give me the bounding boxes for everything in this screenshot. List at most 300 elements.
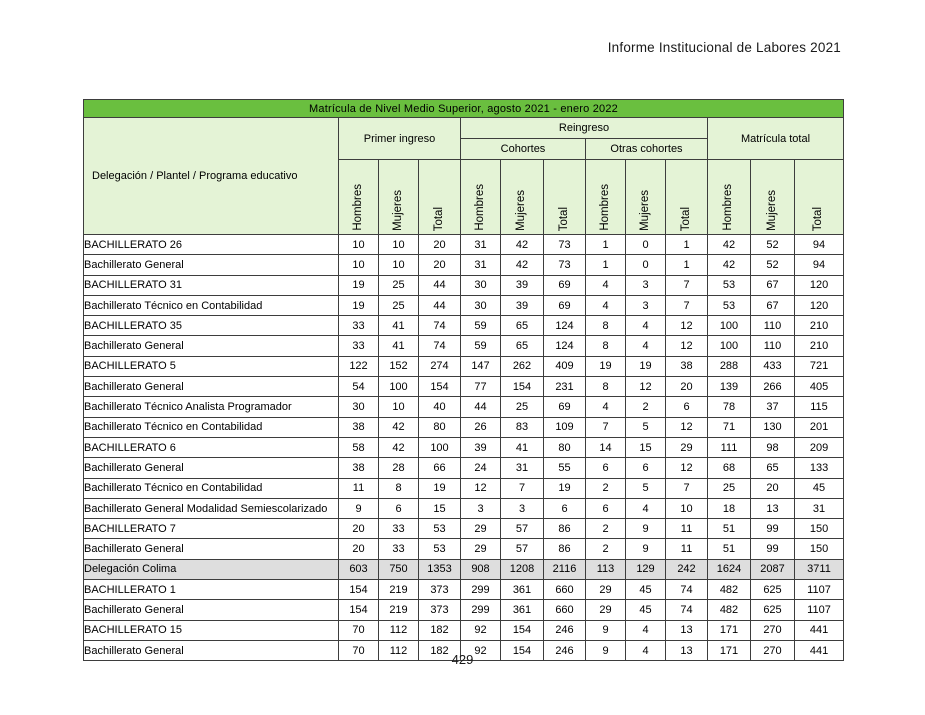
cell-value: 299 <box>461 580 501 600</box>
cell-value: 65 <box>751 458 795 478</box>
cell-value: 13 <box>666 620 708 640</box>
cell-value: 12 <box>666 316 708 336</box>
cell-value: 9 <box>586 640 626 660</box>
cell-value: 4 <box>626 620 666 640</box>
cell-value: 69 <box>544 275 586 295</box>
cell-value: 38 <box>666 356 708 376</box>
table-row <box>84 275 844 295</box>
cell-value: 10 <box>379 255 419 275</box>
cell-value: 86 <box>544 519 586 539</box>
cell-value: 29 <box>586 600 626 620</box>
cell-value: 262 <box>501 356 544 376</box>
cell-value: 31 <box>461 235 501 255</box>
cell-value: 25 <box>379 275 419 295</box>
row-label: BACHILLERATO 26 <box>84 235 339 255</box>
page-number: 429 <box>451 652 474 667</box>
cell-value: 154 <box>339 580 379 600</box>
row-label: Bachillerato General <box>84 458 339 478</box>
col-header-pi-hombres: Hombres <box>339 160 379 235</box>
cell-value: 7 <box>666 275 708 295</box>
cell-value: 19 <box>339 275 379 295</box>
matricula-table <box>83 99 844 661</box>
cell-value: 7 <box>666 478 708 498</box>
cell-value: 54 <box>339 377 379 397</box>
cell-value: 86 <box>544 539 586 559</box>
cell-value: 41 <box>501 437 544 457</box>
cell-value: 8 <box>379 478 419 498</box>
cell-value: 266 <box>751 377 795 397</box>
cell-value: 130 <box>751 417 795 437</box>
cell-value: 52 <box>751 235 795 255</box>
cell-value: 31 <box>461 255 501 275</box>
cell-value: 9 <box>626 539 666 559</box>
table-row <box>84 316 844 336</box>
cell-value: 8 <box>586 316 626 336</box>
cell-value: 14 <box>586 437 626 457</box>
cell-value: 37 <box>751 397 795 417</box>
col-header-coh-mujeres: Mujeres <box>501 160 544 235</box>
row-label: Bachillerato General <box>84 539 339 559</box>
cell-value: 19 <box>626 356 666 376</box>
cell-value: 59 <box>461 316 501 336</box>
row-label: Bachillerato General Modalidad Semiescolarizado <box>84 498 339 518</box>
cell-value: 33 <box>379 519 419 539</box>
cell-value: 8 <box>586 336 626 356</box>
cell-value: 71 <box>708 417 751 437</box>
cell-value: 74 <box>666 580 708 600</box>
table-row <box>84 377 844 397</box>
cell-value: 110 <box>751 316 795 336</box>
cell-value: 13 <box>751 498 795 518</box>
cell-value: 74 <box>419 316 461 336</box>
cell-value: 40 <box>419 397 461 417</box>
cell-value: 154 <box>501 377 544 397</box>
cell-value: 38 <box>339 458 379 478</box>
row-label: BACHILLERATO 35 <box>84 316 339 336</box>
cell-value: 122 <box>339 356 379 376</box>
cell-value: 124 <box>544 336 586 356</box>
table-title-row <box>84 100 844 118</box>
cell-value: 2 <box>626 397 666 417</box>
row-label: BACHILLERATO 7 <box>84 519 339 539</box>
cell-value: 219 <box>379 600 419 620</box>
cell-value: 10 <box>339 235 379 255</box>
group-header-row <box>84 118 844 139</box>
cell-value: 45 <box>626 580 666 600</box>
cell-value: 28 <box>379 458 419 478</box>
cell-value: 30 <box>461 275 501 295</box>
cell-value: 67 <box>751 295 795 315</box>
subgroup-cohortes: Cohortes <box>461 139 586 160</box>
cell-value: 11 <box>339 478 379 498</box>
group-reingreso: Reingreso <box>461 118 708 139</box>
cell-value: 78 <box>708 397 751 417</box>
table-row <box>84 478 844 498</box>
cell-value: 80 <box>544 437 586 457</box>
cell-value: 42 <box>708 235 751 255</box>
cell-value: 70 <box>339 640 379 660</box>
cell-value: 33 <box>339 336 379 356</box>
cell-value: 3 <box>626 275 666 295</box>
cell-value: 53 <box>708 275 751 295</box>
row-label: Bachillerato General <box>84 377 339 397</box>
cell-value: 6 <box>626 458 666 478</box>
cell-value: 70 <box>339 620 379 640</box>
cell-value: 112 <box>379 640 419 660</box>
cell-value: 39 <box>501 275 544 295</box>
row-label: Bachillerato General <box>84 640 339 660</box>
cell-value: 299 <box>461 600 501 620</box>
cell-value: 58 <box>339 437 379 457</box>
row-header-label: Delegación / Plantel / Programa educativo <box>84 118 339 235</box>
table-row <box>84 235 844 255</box>
col-header-otr-hombres: Hombres <box>586 160 626 235</box>
cell-value: 109 <box>544 417 586 437</box>
table-row <box>84 559 844 579</box>
cell-value: 44 <box>419 295 461 315</box>
cell-value: 120 <box>795 295 844 315</box>
cell-value: 20 <box>339 519 379 539</box>
cell-value: 10 <box>379 235 419 255</box>
cell-value: 94 <box>795 235 844 255</box>
cell-value: 7 <box>586 417 626 437</box>
table-row <box>84 600 844 620</box>
cell-value: 100 <box>379 377 419 397</box>
cell-value: 147 <box>461 356 501 376</box>
cell-value: 1353 <box>419 559 461 579</box>
cell-value: 33 <box>379 539 419 559</box>
cell-value: 67 <box>751 275 795 295</box>
cell-value: 30 <box>461 295 501 315</box>
cell-value: 482 <box>708 580 751 600</box>
cell-value: 11 <box>666 519 708 539</box>
cell-value: 231 <box>544 377 586 397</box>
table-row <box>84 539 844 559</box>
cell-value: 1107 <box>795 580 844 600</box>
table-row <box>84 498 844 518</box>
cell-value: 3 <box>626 295 666 315</box>
cell-value: 5 <box>626 417 666 437</box>
cell-value: 12 <box>666 336 708 356</box>
cell-value: 42 <box>379 437 419 457</box>
cell-value: 133 <box>795 458 844 478</box>
cell-value: 100 <box>419 437 461 457</box>
cell-value: 20 <box>339 539 379 559</box>
cell-value: 2116 <box>544 559 586 579</box>
cell-value: 171 <box>708 620 751 640</box>
cell-value: 210 <box>795 336 844 356</box>
col-header-otr-mujeres: Mujeres <box>626 160 666 235</box>
group-primer-ingreso: Primer ingreso <box>339 118 461 160</box>
cell-value: 124 <box>544 316 586 336</box>
cell-value: 42 <box>501 255 544 275</box>
table-body <box>84 235 844 661</box>
cell-value: 7 <box>666 295 708 315</box>
cell-value: 99 <box>751 539 795 559</box>
cell-value: 65 <box>501 336 544 356</box>
cell-value: 129 <box>626 559 666 579</box>
cell-value: 6 <box>586 498 626 518</box>
cell-value: 99 <box>751 519 795 539</box>
cell-value: 288 <box>708 356 751 376</box>
matricula-table-container <box>83 99 843 661</box>
table-row <box>84 417 844 437</box>
cell-value: 8 <box>586 377 626 397</box>
cell-value: 45 <box>795 478 844 498</box>
cell-value: 25 <box>379 295 419 315</box>
table-row <box>84 458 844 478</box>
cell-value: 150 <box>795 539 844 559</box>
cell-value: 373 <box>419 580 461 600</box>
cell-value: 12 <box>461 478 501 498</box>
cell-value: 6 <box>379 498 419 518</box>
cell-value: 4 <box>626 640 666 660</box>
cell-value: 3 <box>501 498 544 518</box>
cell-value: 441 <box>795 640 844 660</box>
cell-value: 33 <box>339 316 379 336</box>
cell-value: 100 <box>708 336 751 356</box>
row-label: Bachillerato General <box>84 600 339 620</box>
table-row <box>84 580 844 600</box>
cell-value: 441 <box>795 620 844 640</box>
cell-value: 20 <box>751 478 795 498</box>
row-label: BACHILLERATO 6 <box>84 437 339 457</box>
cell-value: 908 <box>461 559 501 579</box>
cell-value: 38 <box>339 417 379 437</box>
cell-value: 3711 <box>795 559 844 579</box>
cell-value: 39 <box>501 295 544 315</box>
cell-value: 41 <box>379 336 419 356</box>
cell-value: 4 <box>586 295 626 315</box>
cell-value: 361 <box>501 580 544 600</box>
cell-value: 12 <box>666 417 708 437</box>
table-row <box>84 397 844 417</box>
cell-value: 482 <box>708 600 751 620</box>
cell-value: 100 <box>708 316 751 336</box>
cell-value: 44 <box>461 397 501 417</box>
col-header-coh-total: Total <box>544 160 586 235</box>
cell-value: 19 <box>586 356 626 376</box>
cell-value: 53 <box>708 295 751 315</box>
row-label: Bachillerato General <box>84 255 339 275</box>
cell-value: 73 <box>544 235 586 255</box>
cell-value: 4 <box>626 316 666 336</box>
cell-value: 113 <box>586 559 626 579</box>
cell-value: 1107 <box>795 600 844 620</box>
cell-value: 53 <box>419 519 461 539</box>
cell-value: 12 <box>626 377 666 397</box>
cell-value: 660 <box>544 600 586 620</box>
table-row <box>84 255 844 275</box>
cell-value: 373 <box>419 600 461 620</box>
cell-value: 13 <box>666 640 708 660</box>
cell-value: 31 <box>795 498 844 518</box>
cell-value: 42 <box>501 235 544 255</box>
cell-value: 139 <box>708 377 751 397</box>
cell-value: 625 <box>751 580 795 600</box>
cell-value: 750 <box>379 559 419 579</box>
cell-value: 29 <box>586 580 626 600</box>
cell-value: 112 <box>379 620 419 640</box>
cell-value: 1 <box>586 255 626 275</box>
row-label: Bachillerato Técnico en Contabilidad <box>84 478 339 498</box>
cell-value: 0 <box>626 255 666 275</box>
cell-value: 110 <box>751 336 795 356</box>
cell-value: 20 <box>419 235 461 255</box>
cell-value: 6 <box>666 397 708 417</box>
cell-value: 74 <box>419 336 461 356</box>
table-row <box>84 336 844 356</box>
cell-value: 154 <box>501 620 544 640</box>
table-row <box>84 620 844 640</box>
cell-value: 20 <box>666 377 708 397</box>
row-label: BACHILLERATO 5 <box>84 356 339 376</box>
cell-value: 57 <box>501 519 544 539</box>
cell-value: 94 <box>795 255 844 275</box>
cell-value: 171 <box>708 640 751 660</box>
cell-value: 51 <box>708 539 751 559</box>
cell-value: 45 <box>626 600 666 620</box>
row-label: Bachillerato Técnico en Contabilidad <box>84 417 339 437</box>
cell-value: 115 <box>795 397 844 417</box>
cell-value: 270 <box>751 620 795 640</box>
cell-value: 2 <box>586 519 626 539</box>
row-label: Bachillerato General <box>84 336 339 356</box>
cell-value: 4 <box>586 397 626 417</box>
cell-value: 361 <box>501 600 544 620</box>
cell-value: 625 <box>751 600 795 620</box>
col-header-pi-total: Total <box>419 160 461 235</box>
cell-value: 4 <box>626 336 666 356</box>
cell-value: 30 <box>339 397 379 417</box>
row-label: BACHILLERATO 31 <box>84 275 339 295</box>
cell-value: 246 <box>544 620 586 640</box>
cell-value: 68 <box>708 458 751 478</box>
cell-value: 9 <box>586 620 626 640</box>
col-header-otr-total: Total <box>666 160 708 235</box>
subgroup-otras-cohortes: Otras cohortes <box>586 139 708 160</box>
cell-value: 182 <box>419 620 461 640</box>
cell-value: 57 <box>501 539 544 559</box>
cell-value: 201 <box>795 417 844 437</box>
table-row <box>84 295 844 315</box>
col-header-mt-hombres: Hombres <box>708 160 751 235</box>
cell-value: 73 <box>544 255 586 275</box>
cell-value: 152 <box>379 356 419 376</box>
cell-value: 4 <box>626 498 666 518</box>
cell-value: 24 <box>461 458 501 478</box>
table-row <box>84 437 844 457</box>
row-label: Bachillerato Técnico en Contabilidad <box>84 295 339 315</box>
col-header-pi-mujeres: Mujeres <box>379 160 419 235</box>
cell-value: 51 <box>708 519 751 539</box>
cell-value: 6 <box>586 458 626 478</box>
row-label: BACHILLERATO 15 <box>84 620 339 640</box>
row-label: Bachillerato Técnico Analista Programador <box>84 397 339 417</box>
cell-value: 77 <box>461 377 501 397</box>
cell-value: 154 <box>501 640 544 660</box>
cell-value: 19 <box>419 478 461 498</box>
cell-value: 219 <box>379 580 419 600</box>
row-label: Delegación Colima <box>84 559 339 579</box>
cell-value: 92 <box>461 620 501 640</box>
cell-value: 409 <box>544 356 586 376</box>
table-head <box>84 100 844 235</box>
cell-value: 53 <box>419 539 461 559</box>
cell-value: 80 <box>419 417 461 437</box>
cell-value: 29 <box>461 519 501 539</box>
cell-value: 83 <box>501 417 544 437</box>
cell-value: 6 <box>544 498 586 518</box>
cell-value: 246 <box>544 640 586 660</box>
cell-value: 10 <box>379 397 419 417</box>
table-title: Matrícula de Nivel Medio Superior, agosto 2021 - enero 2022 <box>84 100 844 118</box>
cell-value: 405 <box>795 377 844 397</box>
cell-value: 26 <box>461 417 501 437</box>
cell-value: 69 <box>544 397 586 417</box>
cell-value: 120 <box>795 275 844 295</box>
cell-value: 15 <box>626 437 666 457</box>
cell-value: 4 <box>586 275 626 295</box>
cell-value: 2 <box>586 478 626 498</box>
cell-value: 150 <box>795 519 844 539</box>
cell-value: 9 <box>339 498 379 518</box>
cell-value: 74 <box>666 600 708 620</box>
cell-value: 59 <box>461 336 501 356</box>
cell-value: 41 <box>379 316 419 336</box>
cell-value: 182 <box>419 640 461 660</box>
cell-value: 25 <box>708 478 751 498</box>
cell-value: 0 <box>626 235 666 255</box>
cell-value: 11 <box>666 539 708 559</box>
cell-value: 10 <box>666 498 708 518</box>
cell-value: 42 <box>379 417 419 437</box>
cell-value: 98 <box>751 437 795 457</box>
cell-value: 19 <box>544 478 586 498</box>
cell-value: 1 <box>586 235 626 255</box>
cell-value: 39 <box>461 437 501 457</box>
table-row <box>84 519 844 539</box>
cell-value: 18 <box>708 498 751 518</box>
col-header-coh-hombres: Hombres <box>461 160 501 235</box>
cell-value: 19 <box>339 295 379 315</box>
cell-value: 65 <box>501 316 544 336</box>
group-matricula-total: Matrícula total <box>708 118 844 160</box>
cell-value: 2 <box>586 539 626 559</box>
cell-value: 274 <box>419 356 461 376</box>
cell-value: 111 <box>708 437 751 457</box>
col-header-mt-mujeres: Mujeres <box>751 160 795 235</box>
cell-value: 209 <box>795 437 844 457</box>
cell-value: 154 <box>339 600 379 620</box>
cell-value: 12 <box>666 458 708 478</box>
cell-value: 154 <box>419 377 461 397</box>
cell-value: 66 <box>419 458 461 478</box>
cell-value: 29 <box>666 437 708 457</box>
cell-value: 52 <box>751 255 795 275</box>
row-label: BACHILLERATO 1 <box>84 580 339 600</box>
cell-value: 433 <box>751 356 795 376</box>
table-row <box>84 356 844 376</box>
col-header-mt-total: Total <box>795 160 844 235</box>
cell-value: 5 <box>626 478 666 498</box>
cell-value: 31 <box>501 458 544 478</box>
cell-value: 270 <box>751 640 795 660</box>
cell-value: 9 <box>626 519 666 539</box>
cell-value: 25 <box>501 397 544 417</box>
cell-value: 20 <box>419 255 461 275</box>
cell-value: 1 <box>666 235 708 255</box>
